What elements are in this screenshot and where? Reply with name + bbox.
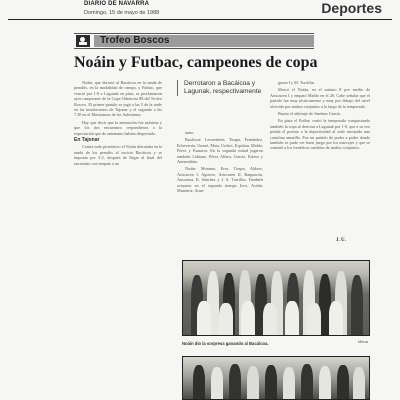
article-column-1 [74, 80, 162, 168]
paragraph: Noáin: Morante, Erro, Tirapu, Aldave, Arizcuren I, Aguerre, Arizcuren II, Barguerón, Ansorena, II, Sánchez y J. A. Turrillas. También actuaron en el segundo tiempo Izco, Asiáin, Munárriz, Aran- [177, 166, 263, 194]
article-column-2 [177, 130, 263, 195]
team-photo-2 [182, 356, 370, 400]
section-subtitle: En Tajonar [74, 137, 100, 144]
paragraph: Bacáicoa: Lecumberri, Tirapu, Fernández, Echeverría, Unzué, Mata, Urdaci, Espelata, Maldo, Pérez y Eizaarra. En la segunda mitad jugaron también Labiano, Pérez Alfaro, García, Eslava y Armendáriz. [177, 137, 263, 165]
paragraph: guren I y M. Turrillas. [278, 80, 316, 85]
paragraph: Bueno el arbitraje de Jiménez García. [278, 111, 342, 117]
paragraph: Noáin, que derrotó al Bacáicoa en la tanda de penaltis, en la modalidad de campo, y Futbac, que venció por 1-0 a Lagunak en pista, se proclamaron ayer campeones de la Copa Orbaiceta 88 del Trofeo Boscos. El primer partido se jugó a las 5 de la tarde en las instalaciones de Tajonar y el segundo a las 7.30 en el Mastranzos de los Salesianos. [74, 80, 162, 118]
team-photo [182, 260, 370, 336]
newspaper-name: DIARIO DE NAVARRA [84, 1, 150, 7]
soccer-player-icon [76, 35, 90, 47]
issue-date: Domingo, 15 de mayo de 1988 [84, 10, 160, 16]
masthead [8, 0, 392, 20]
section-title: Deportes [321, 0, 382, 16]
paragraph: Marcó el Noáin, en el minuto 8 por medio de Arizcuren I y empató Maldo en el 20. Cabe señalar que el partido fue muy técnicamente y muy por debajo del nivel ofrecido por ambos conjuntos a lo largo de la temporada. [270, 87, 370, 109]
subheadline: Derrotaron a Bacáicoa y Lagunak, respectivamente [177, 80, 263, 96]
byline: J. U. [336, 238, 346, 243]
paragraph: Contra todo pronóstico el Noáin derrotaba en la tanda de los penaltis al invicto Bacáicoa y se imponía por 3-2, después de llegar al final del encuentro con empate a un [74, 144, 162, 166]
photo-credit: Mena [358, 339, 369, 344]
kicker-bar [74, 33, 314, 49]
kicker-title: Trofeo Boscos [94, 35, 314, 47]
headline: Noáin y Futbac, campeones de copa [74, 54, 318, 71]
paragraph: Hay que decir que la animación fue máxima y que los dos encuentros respondieron a la expectación que de antemano habían despertado. [74, 119, 162, 136]
article-column-3 [270, 80, 370, 153]
photo-caption: Noáin dio la sorpresa ganando al Bacáicoa. [182, 341, 269, 346]
paragraph: En pista el Futbac contó la temporada conquistando también la copa al derrotar a Lagunak por 1-0, que a su vez perdía el premio a la deportividad al serle mostrada una cartulina amarilla. Fue un partido de poder a poder donde también se pudo ver buen juego por los marcajes y que se sometió a los frenéticos cambios de ambos conjuntos. [270, 118, 370, 151]
paragraph: tanto. [185, 130, 195, 135]
